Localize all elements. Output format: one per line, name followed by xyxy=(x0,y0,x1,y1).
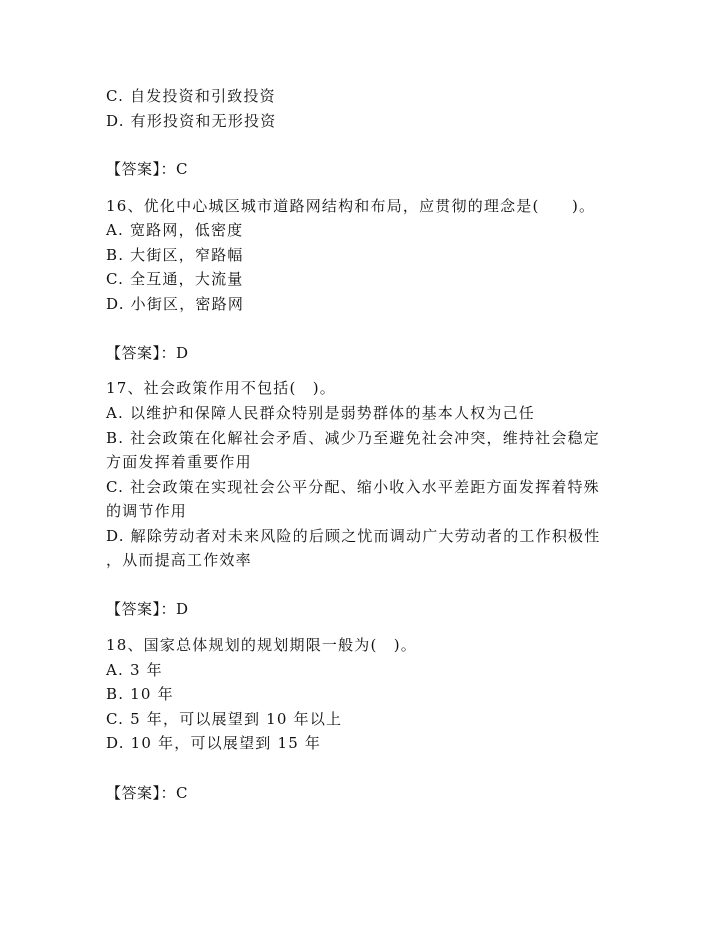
q15-option-c: C. 自发投资和引致投资 xyxy=(106,87,276,105)
q18-option-c: C. 5 年，可以展望到 10 年以上 xyxy=(106,710,343,728)
q16-option-d: D. 小街区，密路网 xyxy=(106,295,245,313)
q16-option-c: C. 全互通，大流量 xyxy=(106,270,244,288)
q18-option-a: A. 3 年 xyxy=(106,661,163,679)
q17-option-c: C. 社会政策在实现社会公平分配、缩小收入水平差距方面发挥着特殊 xyxy=(106,478,600,496)
q15-option-d: D. 有形投资和无形投资 xyxy=(106,112,277,130)
q17-option-d-cont: ，从而提高工作效率 xyxy=(106,551,252,569)
q16-option-a: A. 宽路网，低密度 xyxy=(106,221,244,239)
q17-option-b-cont: 方面发挥着重要作用 xyxy=(106,453,252,471)
q18-answer: 【答案】：C xyxy=(106,784,188,802)
q17-option-a: A. 以维护和保障人民群众特别是弱势群体的基本人权为己任 xyxy=(106,404,535,422)
q16-option-b: B. 大街区，窄路幅 xyxy=(106,246,244,264)
q16-answer: 【答案】：D xyxy=(106,344,189,362)
q17-option-c-cont: 的调节作用 xyxy=(106,502,188,520)
q18-option-b: B. 10 年 xyxy=(106,685,174,703)
q16-question: 16、优化中心城区城市道路网结构和布局，应贯彻的理念是( )。 xyxy=(106,197,596,215)
q17-answer: 【答案】：D xyxy=(106,600,189,618)
q17-question: 17、社会政策作用不包括( )。 xyxy=(106,379,336,397)
q17-option-b: B. 社会政策在化解社会矛盾、减少乃至避免社会冲突，维持社会稳定 xyxy=(106,429,600,447)
q17-option-d: D. 解除劳动者对未来风险的后顾之忧而调动广大劳动者的工作积极性 xyxy=(106,527,601,545)
q15-answer: 【答案】：C xyxy=(106,160,188,178)
q18-option-d: D. 10 年，可以展望到 15 年 xyxy=(106,734,322,752)
q18-question: 18、国家总体规划的规划期限一般为( )。 xyxy=(106,636,417,654)
